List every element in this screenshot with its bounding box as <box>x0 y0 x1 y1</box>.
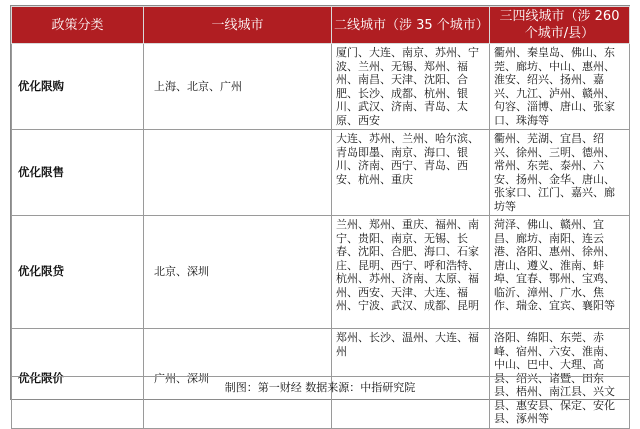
row-tier34-cities: 菏泽、佛山、赣州、宜昌、廊坊、南阳、连云港、洛阳、惠州、徐州、唐山、遵义、淮南、蚌埠、宜春、鄂州、宝鸡、临沂、漳州、广水、焦作、瑞金、宜宾、襄阳等 <box>490 216 630 329</box>
row-category: 优化限购 <box>12 44 144 130</box>
row-tier1-cities: 广州、深圳 <box>144 329 332 429</box>
row-tier1-cities: 北京、深圳 <box>144 216 332 329</box>
header-tier2: 二线城市（涉 35 个城市） <box>332 7 490 44</box>
header-category: 政策分类 <box>12 7 144 44</box>
row-category: 优化限价 <box>12 329 144 429</box>
policy-table <box>11 6 630 429</box>
table-row <box>12 216 630 329</box>
policy-table-frame <box>10 5 630 425</box>
row-tier34-cities: 洛阳、绵阳、东莞、赤峰、宿州、六安、淮南、中山、巴中、大理、高县、绍兴、诸暨、田东县、梧州、南江县、兴文县、惠安县、保定、安化县、涿州等 <box>490 329 630 429</box>
row-tier2-cities: 厦门、大连、南京、苏州、宁波、兰州、无锡、郑州、福州、南昌、天津、沈阳、合肥、长沙、成都、杭州、银川、武汉、济南、青岛、太原、西安 <box>332 44 490 130</box>
table-row <box>12 130 630 216</box>
row-tier1-cities <box>144 130 332 216</box>
row-tier2-cities: 大连、苏州、兰州、哈尔滨、青岛即墨、南京、海口、银川、济南、西宁、青岛、西安、杭州、重庆 <box>332 130 490 216</box>
table-header-row <box>12 7 630 44</box>
row-tier34-cities: 衢州、芜湖、宜昌、绍兴、徐州、三明、德州、常州、东莞、泰州、六安、扬州、金华、唐山、张家口、江门、嘉兴、廊坊等 <box>490 130 630 216</box>
row-tier2-cities: 郑州、长沙、温州、大连、福州 <box>332 329 490 429</box>
row-tier2-cities: 兰州、郑州、重庆、福州、南宁、贵阳、南京、无锡、长春、沈阳、合肥、海口、石家庄、昆明、西宁、呼和浩特、杭州、苏州、济南、太原、福州、西安、天津、大连、福州、宁波、武汉、成都、昆明 <box>332 216 490 329</box>
header-tier1: 一线城市 <box>144 7 332 44</box>
table-row <box>12 44 630 130</box>
header-tier34: 三四线城市（涉 260 个城市/县） <box>490 7 630 44</box>
row-tier1-cities: 上海、北京、广州 <box>144 44 332 130</box>
source-footer: 制图：第一财经 数据来源：中指研究院 <box>11 376 629 399</box>
row-category: 优化限售 <box>12 130 144 216</box>
row-category: 优化限贷 <box>12 216 144 329</box>
row-tier34-cities: 衢州、秦皇岛、佛山、东莞、廊坊、中山、惠州、淮安、绍兴、扬州、嘉兴、九江、泸州、赣州、句容、淄博、唐山、张家口、珠海等 <box>490 44 630 130</box>
